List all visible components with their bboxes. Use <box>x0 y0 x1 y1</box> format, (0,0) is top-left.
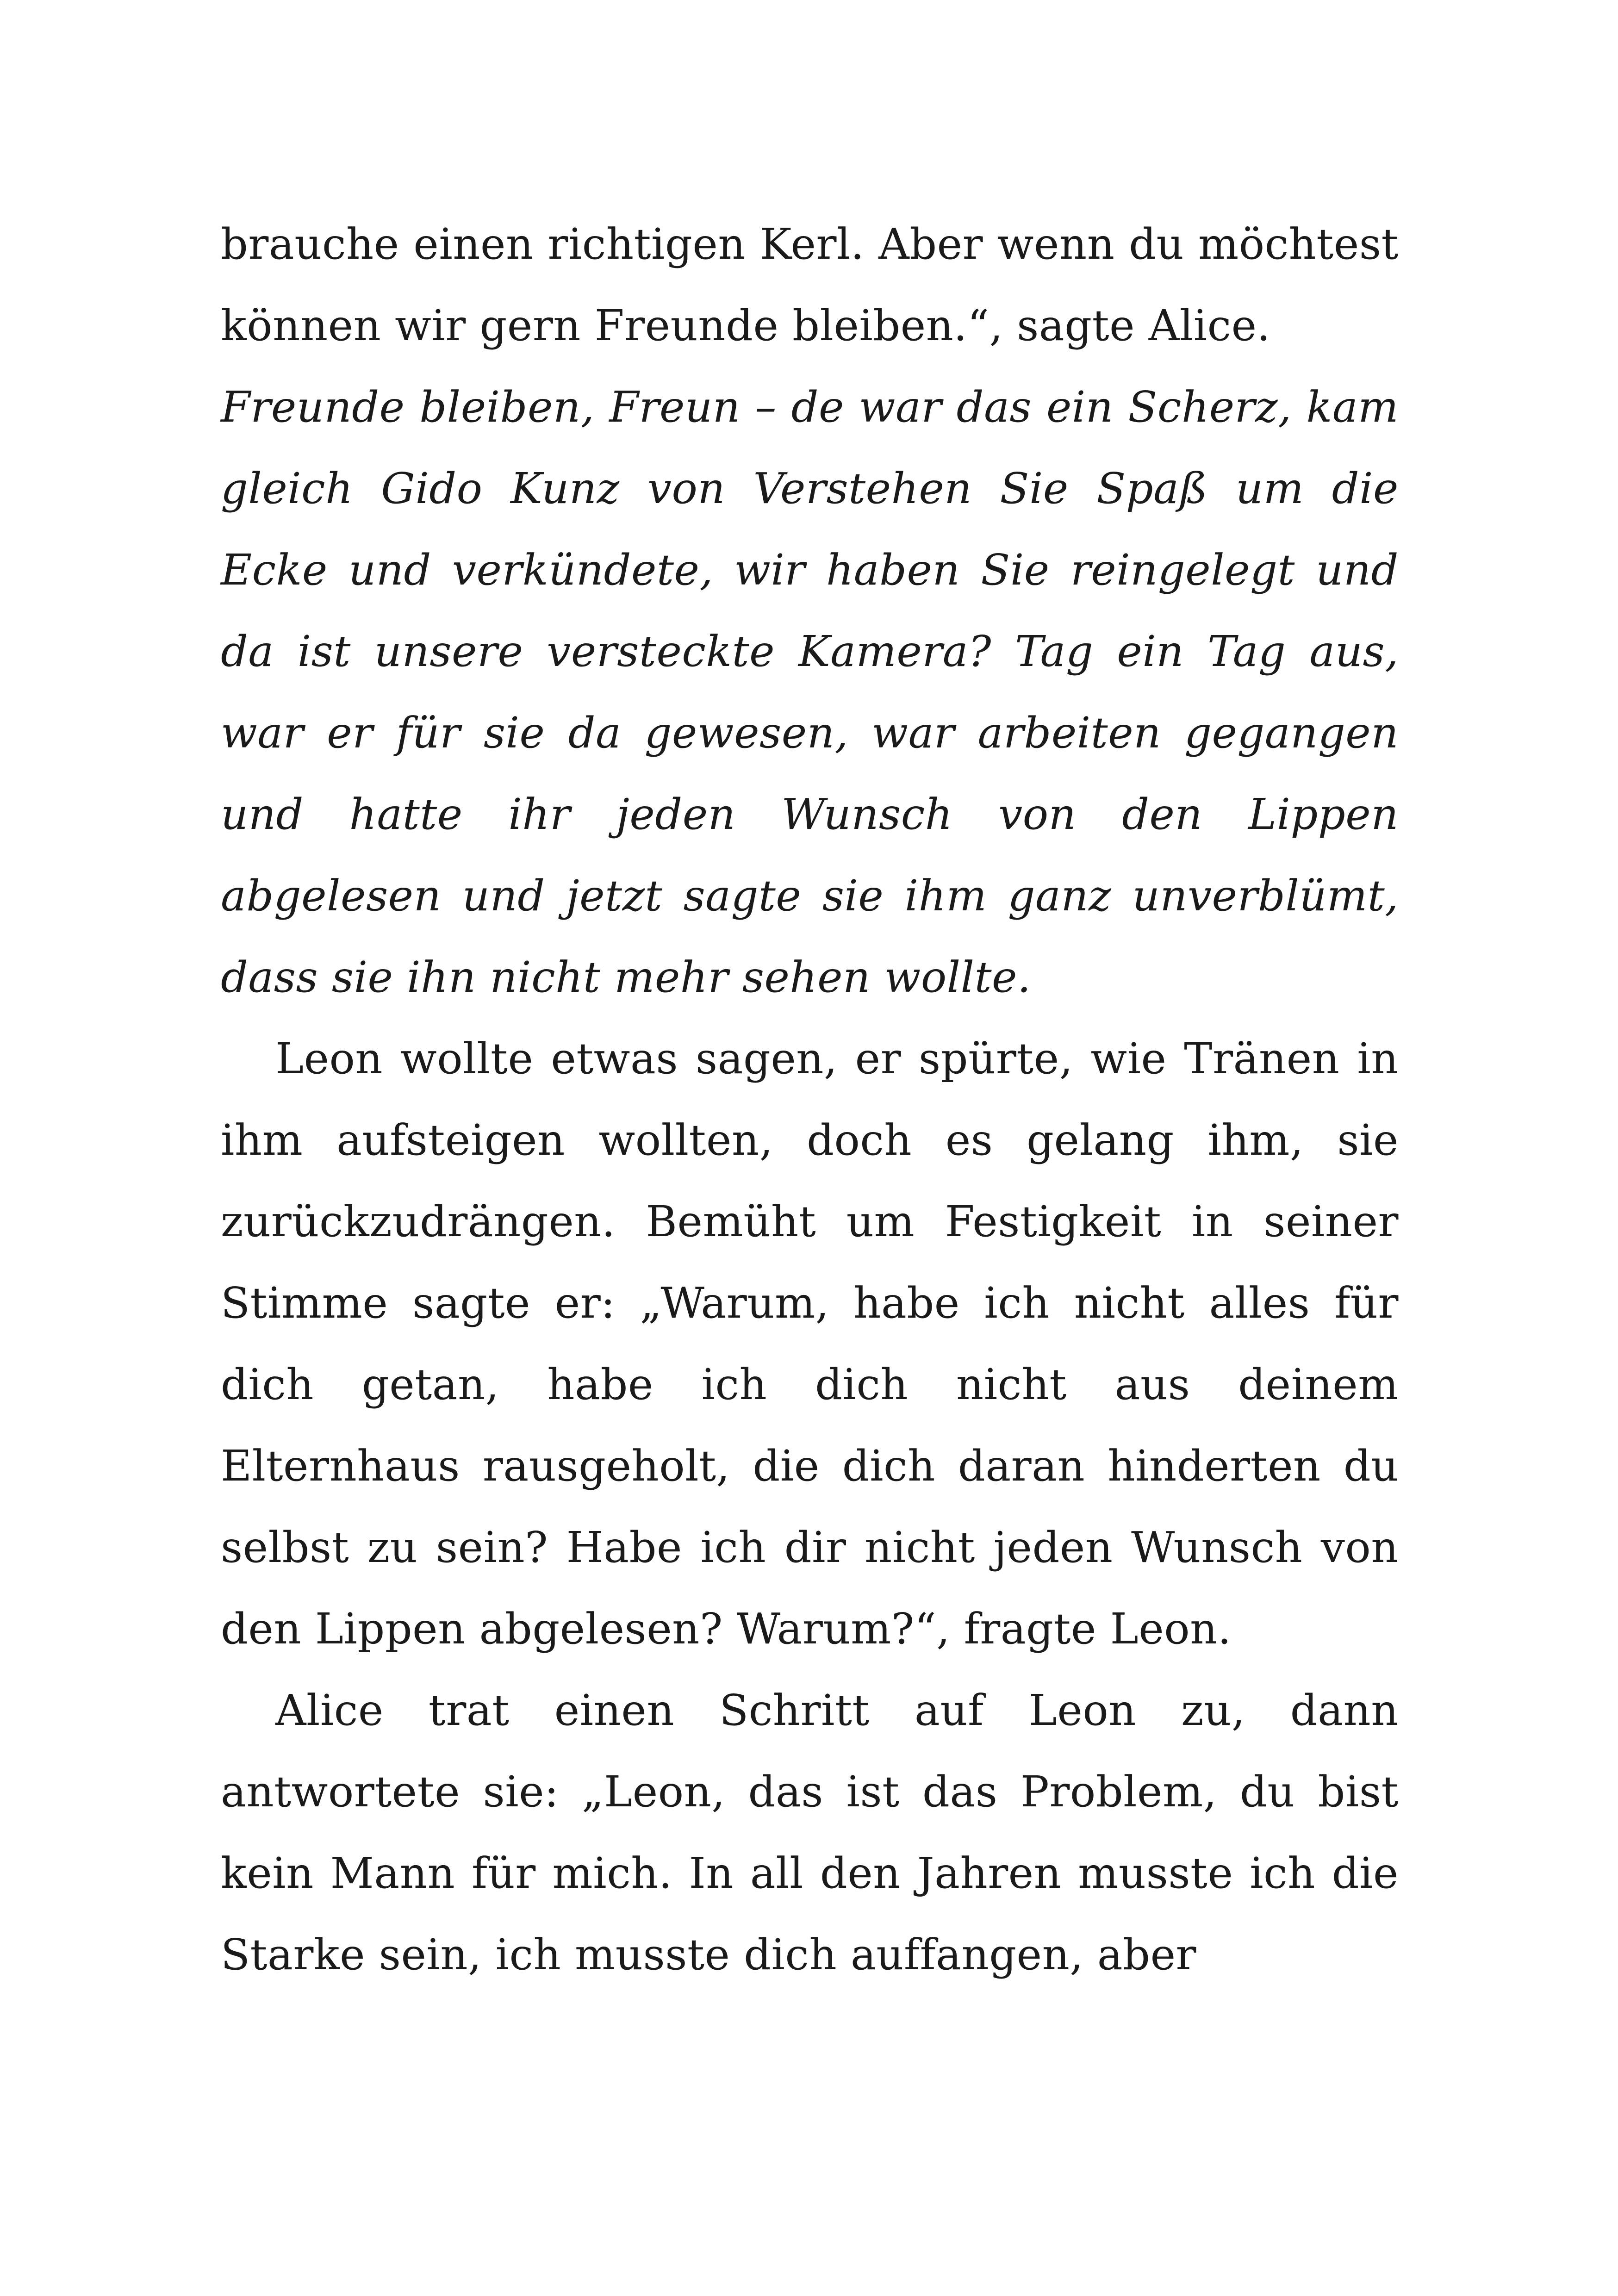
paragraph-alice-reply: Alice trat einen Schritt auf Leon zu, dann antwortete sie: „Leon, das ist das Problem, du bist kein Mann für mich. In all den Jahren musste ich die Starke sein, ich musste dich auffangen, aber <box>221 1686 1399 1979</box>
paragraph-continuation: brauche einen richtigen Kerl. Aber wenn du möchtest können wir gern Freunde bleiben.“, sagte Alice. <box>221 219 1399 350</box>
paragraph-inner-monologue: Freunde bleiben, Freun – de war das ein Scherz, kam gleich Gido Kunz von Verstehen Sie Spaß um die Ecke und verkündete, wir haben Sie reingelegt und da ist unsere versteckte Kamera? Tag ein Tag aus, war er für sie da gewesen, war arbeiten gegangen und hatte ihr jeden Wunsch von den Lippen abgelesen und jetzt sagte sie ihm ganz unverblümt, dass sie ihn nicht mehr sehen wollte. <box>221 382 1399 1002</box>
paragraph-leon-speech: Leon wollte etwas sagen, er spürte, wie Tränen in ihm aufsteigen wollten, doch es gelang ihm, sie zurückzudrängen. Bemüht um Festigkeit in seiner Stimme sagte er: „Warum, habe ich nicht alles für dich getan, habe ich dich nicht aus deinem Elternhaus rausgeholt, die dich daran hinderten du selbst zu sein? Habe ich dir nicht jeden Wunsch von den Lippen abgelesen? Warum?“, fragte Leon. <box>221 1034 1399 1654</box>
book-page-text <box>221 204 1399 1996</box>
